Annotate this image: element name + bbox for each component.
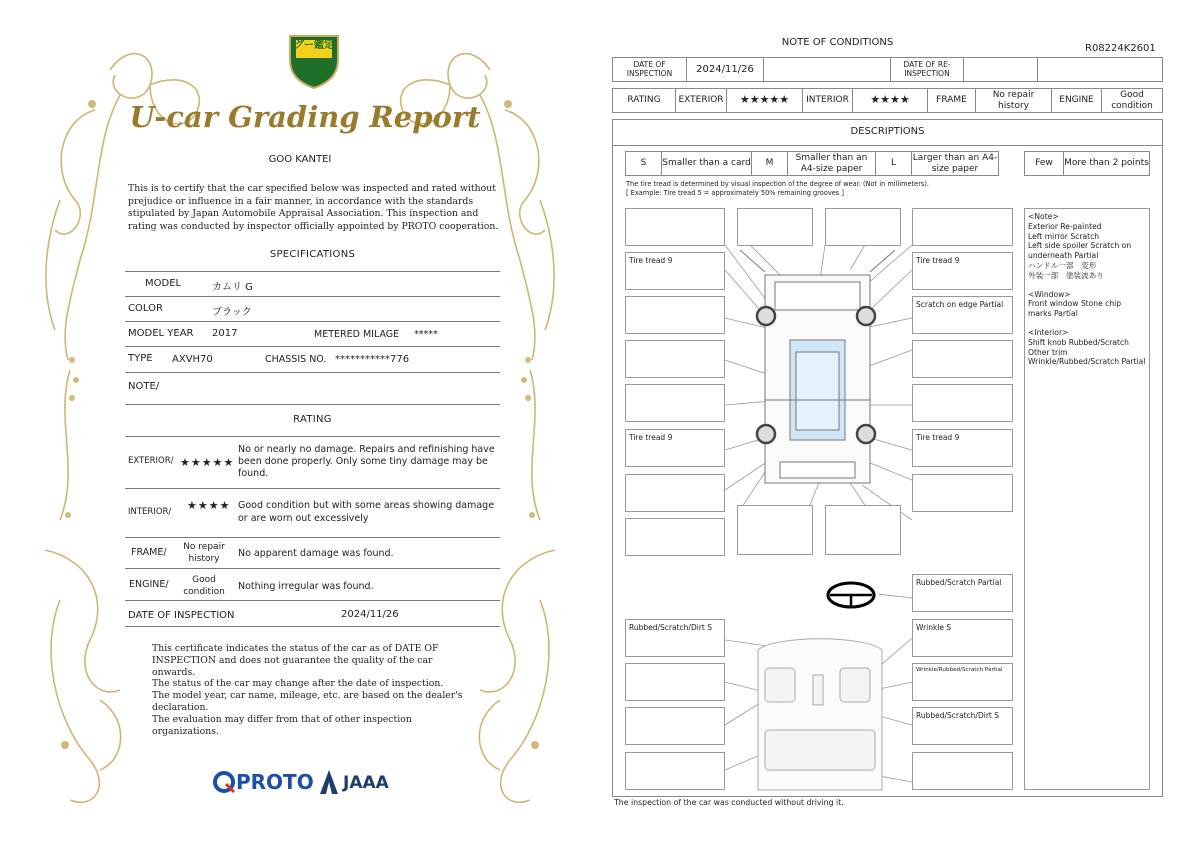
footer-line: This certificate indicates the status of the car as of DATE OF [152,643,439,654]
label-text: Tire tread 9 [629,256,673,265]
chassis-label: CHASSIS NO. [265,354,327,365]
rear-right-note [912,707,1013,745]
report-id: R08224K2601 [1085,43,1156,54]
tire-tread-rear-left [625,429,725,467]
footer-line: The evaluation may differ from that of other inspection organizations. [152,713,412,737]
engine-value: Good condition [1101,89,1162,112]
model-label: MODEL [145,278,182,289]
exterior-box [912,208,1013,246]
badge-text: グー鑑定 [294,40,334,51]
conditions-title: NOTE OF CONDITIONS [781,37,894,48]
model-value: カムリ G [212,282,253,293]
seat-right-note [912,619,1013,657]
exterior-box [912,474,1013,512]
size-s: S [640,158,647,169]
size-m-desc: Smaller than an A4-size paper [787,152,875,175]
engine-description: Nothing irregular was found. [238,581,374,592]
conditions-footer: The inspection of the car was conducted without driving it. [614,798,844,807]
rating-heading: RATING [293,414,332,425]
note-line: <Window> [1028,289,1071,299]
proto-logo-text: PROTO [236,770,314,794]
exterior-box [625,296,725,334]
label-text: Rubbed/Scratch/Dirt S [629,623,712,632]
exterior-box [625,474,725,512]
dash-note [625,619,725,657]
milage-value: ***** [414,329,438,340]
frame-label: FRAME/ [131,547,167,558]
note-line: Exterior Re-painted [1028,221,1102,231]
chassis-value: ***********776 [335,354,410,365]
model-year-label: MODEL YEAR [128,328,194,339]
jaaa-logo-text: JAAA [343,773,389,793]
tire-tread-front-right [912,252,1013,290]
exterior-box [625,340,725,378]
exterior-box [825,505,901,555]
notes-panel [1024,208,1150,790]
note-spacer [1028,319,1146,328]
interior-label: INTERIOR [802,89,852,112]
note-spacer [1028,281,1146,290]
note-line: Shift knob Rubbed/Scratch [1028,337,1129,347]
exterior-description: No or nearly no damage. Repairs and refinishing have been done properly. Only some tiny damage may be found. [238,444,495,479]
note-line: <Interior> [1028,327,1069,337]
note-line: <Note> [1028,212,1059,221]
steering-note [912,574,1013,612]
color-value: ブラック [212,307,252,318]
few-desc: More than 2 points [1063,152,1149,175]
note-line: Front window Stone chip marks Partial [1028,299,1122,319]
certificate-intro: This is to certify that the car specified below was inspected and rated without prejudice or influence in a fair manner, in accordance with the standards stipulated by Japan Automobile Appraisal Association. This inspection and rating was conducted by inspector officially appointed by PROTO cooperation. [128,183,499,232]
size-m: M [751,152,787,175]
reinspection-label: DATE OF RE-INSPECTION [890,58,963,81]
interior-label: INTERIOR/ [128,507,172,517]
frame-value: No repair history [975,89,1051,112]
specifications-heading: SPECIFICATIONS [269,249,356,260]
tire-example: [ Example: Tire tread 5 = approximately 50% remaining grooves ] [626,189,844,197]
color-label: COLOR [128,303,163,314]
proto-logo-icon [212,770,236,794]
label-text: Rubbed/Scratch/Dirt S [916,711,999,720]
type-label: TYPE [128,353,153,364]
exterior-box [625,518,725,556]
label-text: Tire tread 9 [916,256,960,265]
date-of-inspection-value: 2024/11/26 [686,58,763,81]
exterior-box [912,384,1013,422]
rating-label: RATING [627,95,661,106]
tire-tread-front-left [625,252,725,290]
interior-stars: ★★★★ [852,89,927,112]
note-line: ハンドル一部 変形 [1028,260,1097,270]
interior-box [625,663,725,701]
exterior-box [825,208,901,246]
exterior-label: EXTERIOR/ [128,456,174,466]
note-line: Wrinkle/Rubbed/Scratch Partial [1028,357,1146,367]
date-of-inspection-label: DATE OF INSPECTION [626,59,673,78]
interior-description: Good condition but with some areas showing damage or are worn out excessively [238,500,495,524]
size-s-desc: Smaller than a card [661,152,751,175]
label-text: Wrinkle S [916,623,952,632]
label-text: Tire tread 9 [629,433,673,442]
engine-label: ENGINE [1051,89,1101,112]
label-text: Rubbed/Scratch Partial [916,578,1002,587]
label-text: Scratch on edge Partial [916,300,1004,309]
exterior-box [912,340,1013,378]
interior-stars: ★★★★ [187,499,231,512]
type-value: AXVH70 [172,354,213,365]
footer-line: declaration. [152,701,209,713]
milage-label: METERED MILAGE [314,329,400,340]
note-of-conditions [600,0,1200,848]
footer-line: The model year, car name, mileage, etc. are based on the dealer's [152,690,463,702]
interior-box [625,752,725,790]
jaaa-logo-icon [318,768,340,796]
frame-label: FRAME [927,89,975,112]
model-year-value: 2017 [212,328,238,339]
certificate-subtitle: GOO KANTEI [268,154,332,165]
right-trim-note [912,663,1013,701]
interior-box [625,707,725,745]
footer-line: INSPECTION and does not guarantee the quality of the car onwards. [152,654,433,678]
exterior-box [625,208,725,246]
note-line: Other trim [1028,347,1068,357]
label-text: Tire tread 9 [916,433,960,442]
date-of-inspection-label: DATE OF INSPECTION [128,610,235,621]
exterior-stars: ★★★★★ [726,89,802,112]
note-line: 外装一部 塗装波あり [1028,270,1104,280]
exterior-box [625,384,725,422]
descriptions-heading: DESCRIPTIONS [850,126,925,137]
steering-wheel-icon [828,583,874,607]
tire-note: The tire tread is determined by visual inspection of the degree of wear. (Not in millimeters). [626,180,930,188]
size-l-desc: Larger than an A4-size paper [912,153,998,174]
exterior-label: EXTERIOR [675,89,726,112]
certificate-footer [152,643,472,737]
footer-line: The status of the car may change after the date of inspection. [152,678,444,690]
note-line: Left side spoiler Scratch on underneath Partial [1028,241,1132,261]
interior-box [912,752,1013,790]
date-of-inspection-value: 2024/11/26 [341,609,399,620]
size-l: L [875,152,911,175]
tire-tread-rear-right [912,429,1013,467]
engine-value: Good condition [183,575,225,597]
exterior-box [737,208,813,246]
few-label: Few [1035,158,1053,169]
label-text: Wrinkle/Rubbed/Scratch Partial [916,667,1003,673]
scratch-on-edge [912,296,1013,334]
frame-value: No repair history [183,542,225,564]
note-line: Left mirror Scratch [1028,231,1100,241]
exterior-stars: ★★★★★ [180,456,235,469]
certificate-title: U-car Grading Report [129,100,481,134]
frame-description: No apparent damage was found. [238,548,394,559]
engine-label: ENGINE/ [129,579,169,590]
exterior-box [737,505,813,555]
note-label: NOTE/ [128,381,160,392]
